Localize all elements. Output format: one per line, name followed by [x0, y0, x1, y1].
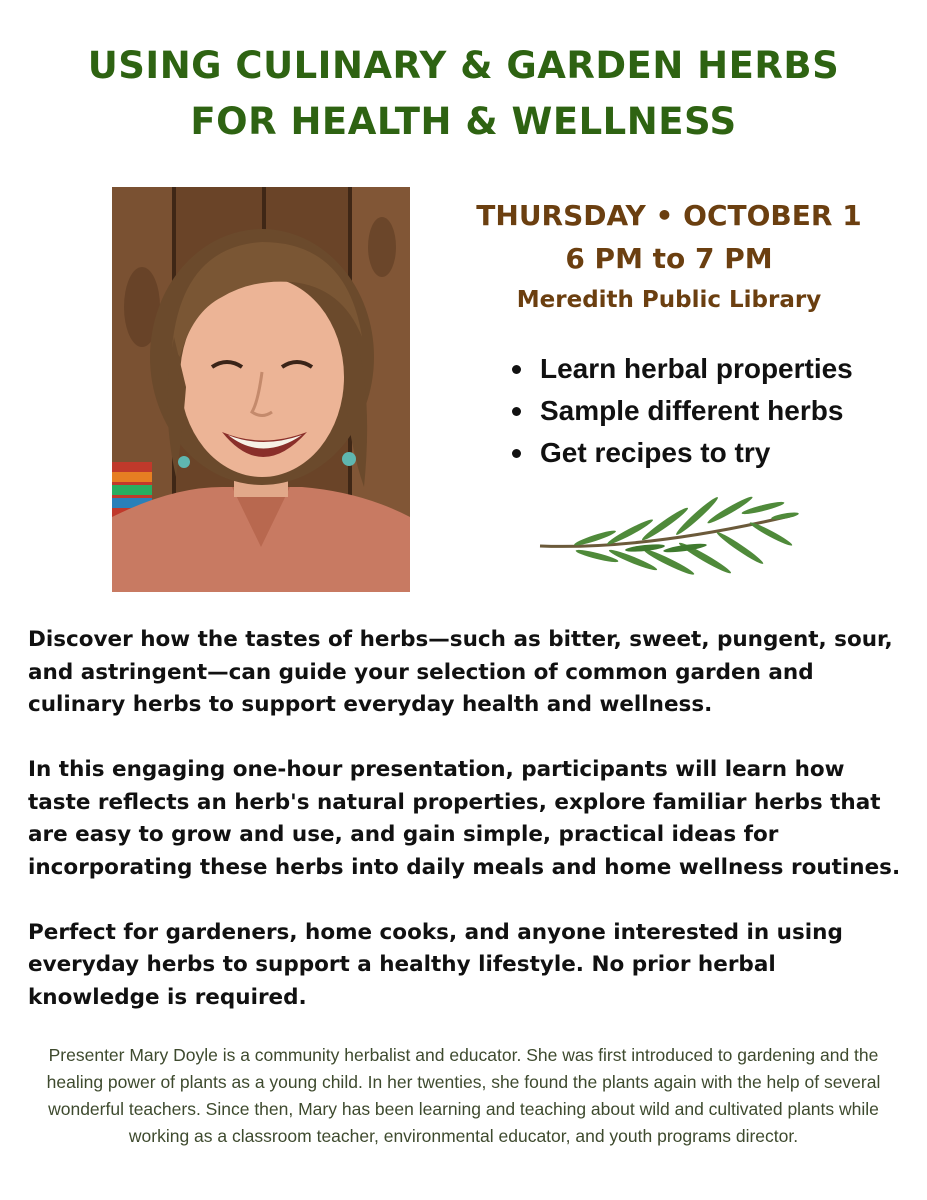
- title-line-2: FOR HEALTH & WELLNESS: [190, 100, 737, 143]
- description-paragraph: Perfect for gardeners, home cooks, and anyone interested in using everyday herbs to support a healthy lifestyle. No prior herbal knowledge is required.: [28, 919, 843, 1010]
- event-time: 6 PM to 7 PM: [565, 242, 773, 275]
- title-line-1: USING CULINARY & GARDEN HERBS: [87, 44, 840, 87]
- presenter-photo: [112, 187, 410, 592]
- highlight-text: Get recipes to try: [540, 437, 771, 468]
- description-paragraph: Discover how the tastes of herbs—such as bitter, sweet, pungent, sour, and astringent—can guide your selection of common garden and culinary herbs to support everyday health and wellness.: [28, 627, 893, 717]
- bullet-icon: [512, 449, 521, 458]
- description-paragraph: In this engaging one-hour presentation, participants will learn how taste reflects an herb's natural properties, explore familiar herbs that are easy to grow and use, and gain simple, practical ideas for incorporating these herbs into daily meals and home wellness routines.: [28, 757, 901, 880]
- event-date: THURSDAY • OCTOBER 1: [476, 199, 862, 232]
- event-description: [28, 624, 908, 1047]
- bullet-icon: [512, 407, 521, 416]
- presenter-bio: Presenter Mary Doyle is a community herbalist and educator. She was first introduced to gardening and the healing power of plants as a young child. In her twenties, she found the plants again with the help of several wonderful teachers. Since then, Mary has been learning and teaching about wild and cultivated plants while working as a classroom teacher, environmental educator, and youth programs director.: [46, 1045, 881, 1146]
- highlights-list: [512, 348, 912, 474]
- event-details: [440, 196, 898, 318]
- list-item: [512, 348, 912, 390]
- list-item: [512, 390, 912, 432]
- event-venue: Meredith Public Library: [516, 287, 822, 313]
- highlight-text: Learn herbal properties: [540, 353, 853, 384]
- bullet-icon: [512, 365, 521, 374]
- highlight-text: Sample different herbs: [540, 395, 844, 426]
- list-item: [512, 432, 912, 474]
- rosemary-sprig-icon: [535, 488, 800, 598]
- flyer-title: [0, 38, 927, 150]
